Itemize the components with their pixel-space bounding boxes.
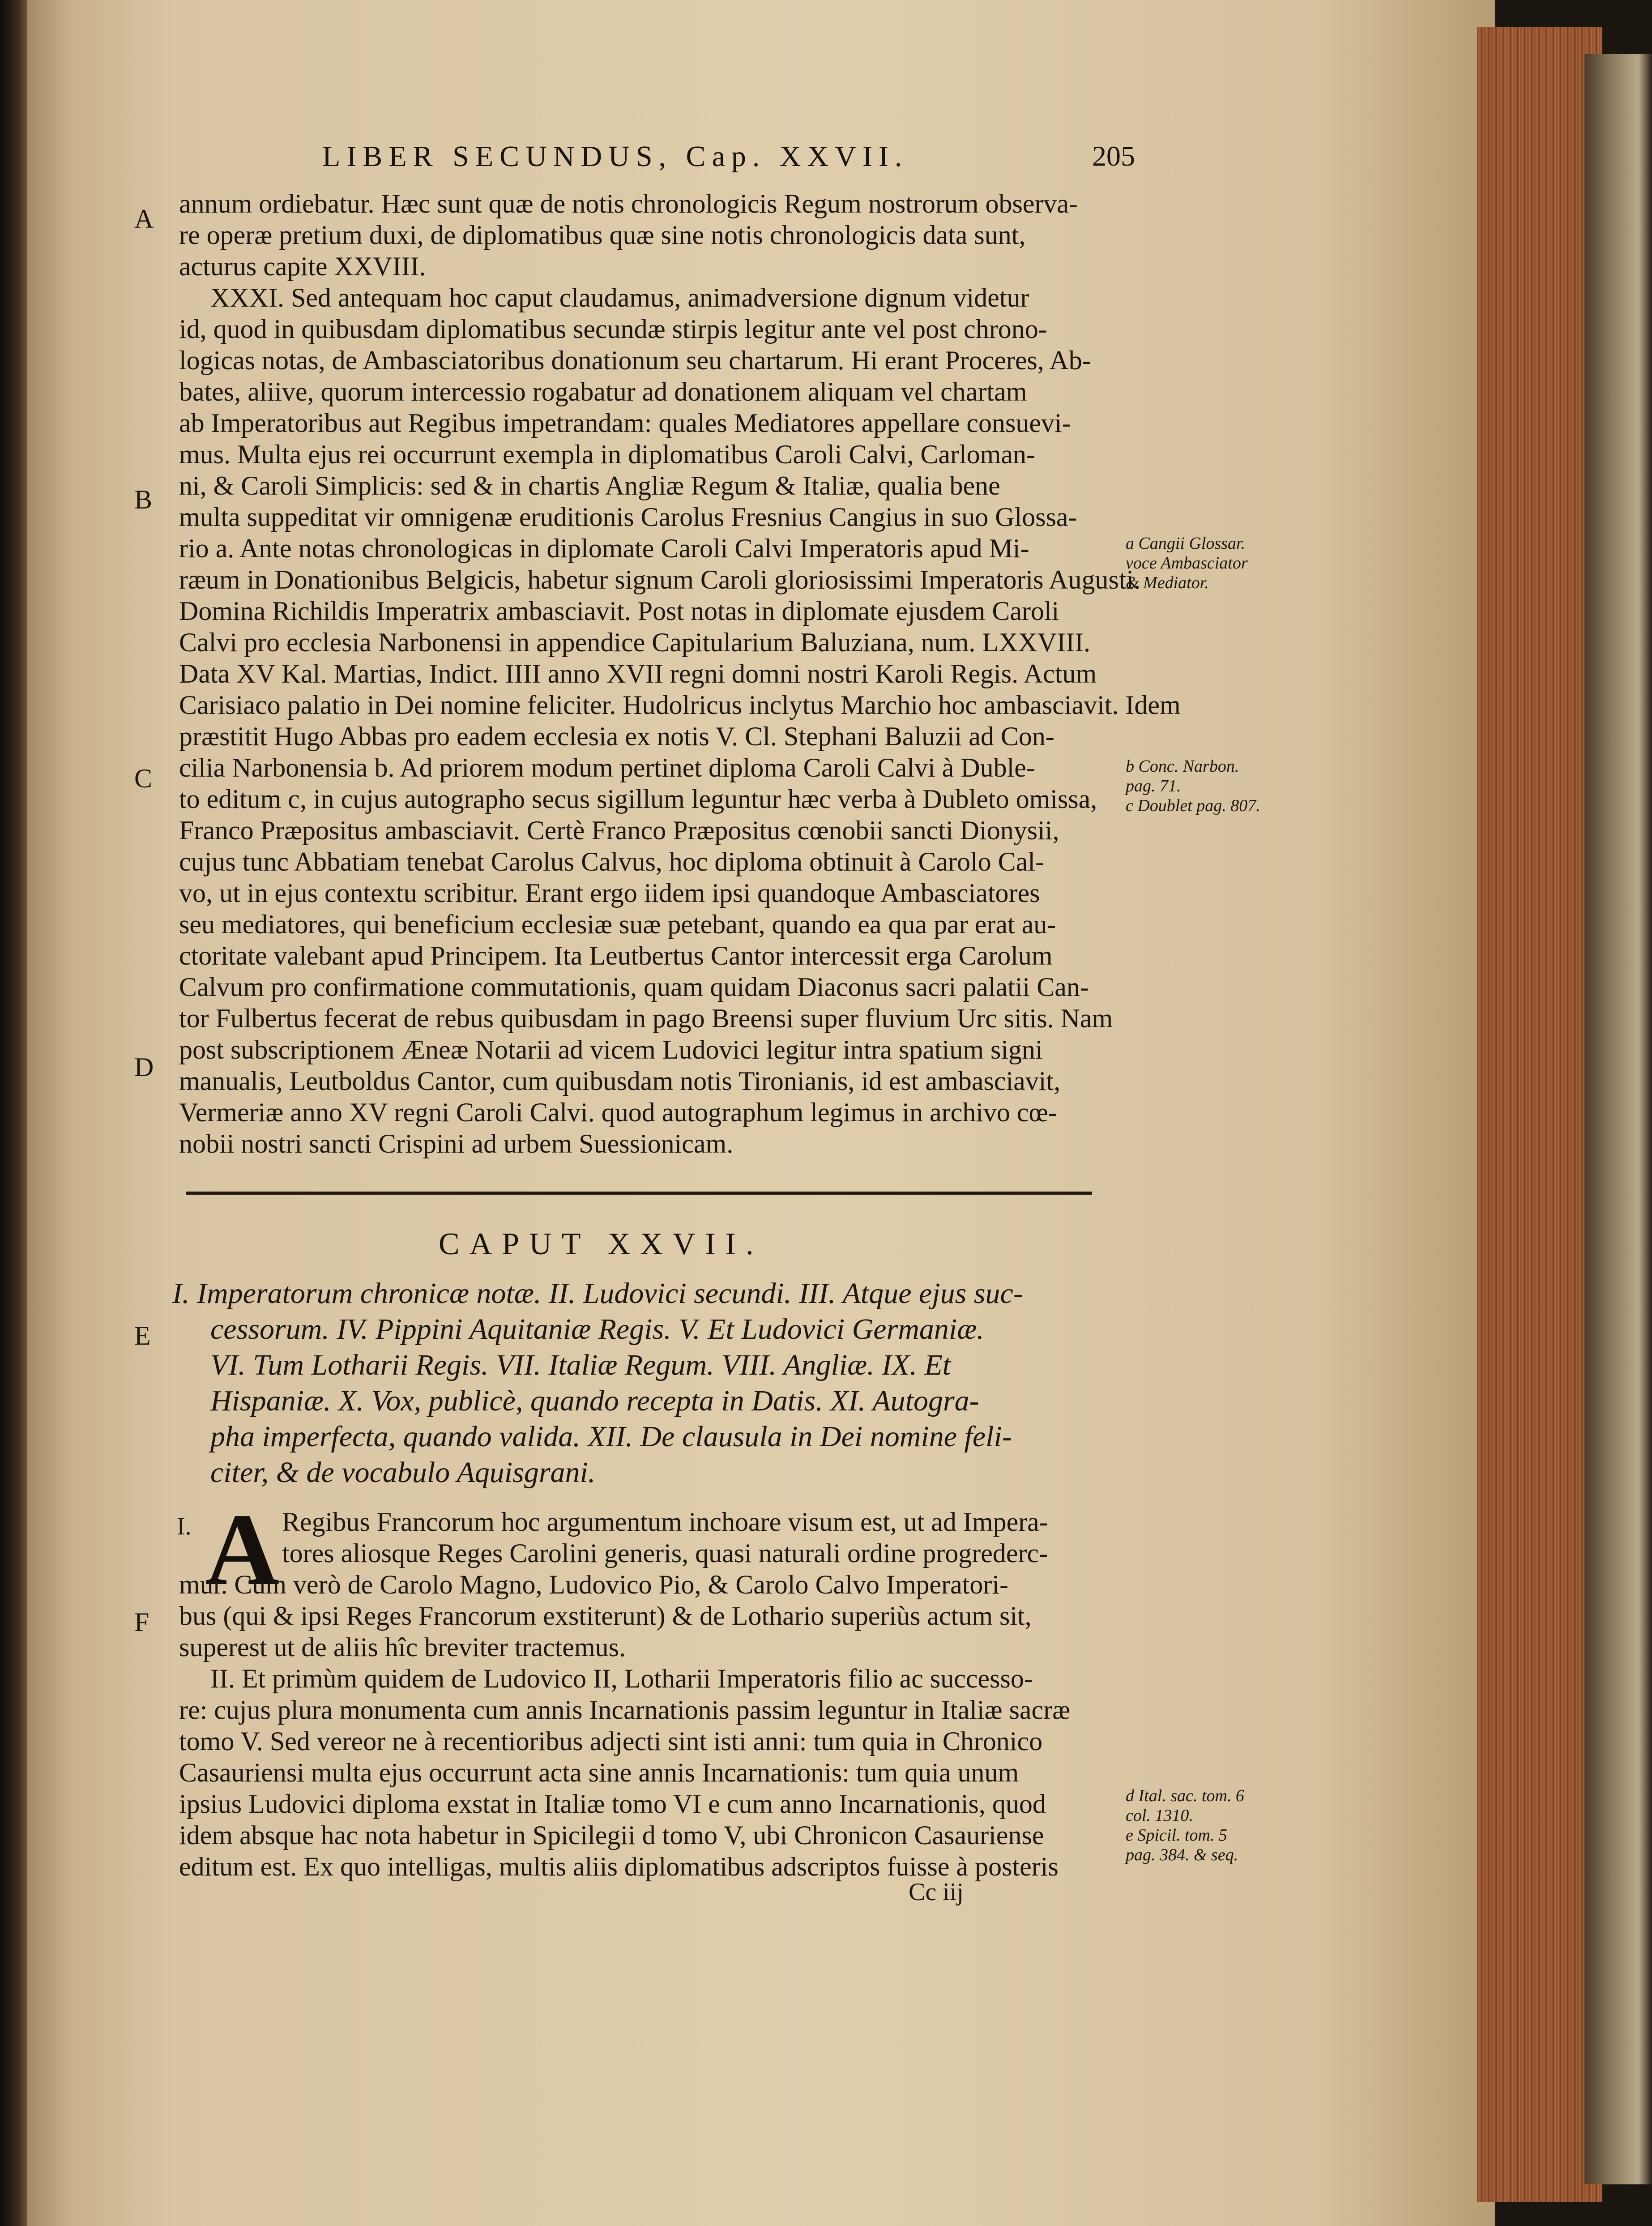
text-line: ab Imperatoribus aut Regibus impetrandam: quales Mediatores appellare consuevi-: [179, 408, 1071, 438]
note-line: e Spicil. tom. 5: [1126, 1826, 1227, 1845]
text-line: Franco Præpositus ambasciavit. Certè Franco Præpositus cœnobii sancti Dionysii,: [179, 816, 1059, 845]
text-line: id, quod in quibusdam diplomatibus secundæ stirpis legitur ante vel post chrono-: [179, 314, 1047, 344]
text-line: cujus tunc Abbatiam tenebat Carolus Calvus, hoc diploma obtinuit à Carolo Cal-: [179, 847, 1044, 876]
text-line: annum ordiebatur. Hæc sunt quæ de notis chronologicis Regum nostrorum observa-: [179, 189, 1078, 218]
text-line: to editum c, in cujus autographo secus sigillum leguntur hæc verba à Dubleto omissa,: [179, 784, 1097, 814]
note-line: a Cangii Glossar.: [1126, 534, 1246, 553]
summary-line: VI. Tum Lotharii Regis. VII. Italiæ Regum. VIII. Angliæ. IX. Et: [210, 1349, 951, 1381]
text-line: Casauriensi multa ejus occurrunt acta sine annis Incarnationis: tum quia unum: [179, 1758, 1019, 1787]
note-line: pag. 71.: [1126, 777, 1181, 795]
text-line: post subscriptionem Æneæ Notarii ad vicem Ludovici legitur intra spatium signi: [179, 1035, 1043, 1064]
summary-line: I. Imperatorum chronicæ notæ. II. Ludovici secundi. III. Atque ejus suc-: [172, 1277, 1023, 1310]
text-line: re operæ pretium duxi, de diplomatibus quæ sine notis chronologicis data sunt,: [179, 220, 1026, 250]
text-line: cilia Narbonensia b. Ad priorem modum pertinet diploma Caroli Calvi à Duble-: [179, 753, 1035, 782]
margin-letter-b: B: [134, 485, 153, 514]
section-rule: [186, 1192, 1092, 1195]
note-line: d Ital. sac. tom. 6: [1126, 1786, 1244, 1805]
note-line: b Conc. Narbon.: [1126, 757, 1239, 776]
margin-letter-d: D: [134, 1052, 154, 1082]
text-line: Domina Richildis Imperatrix ambasciavit. Post notas in diplomate ejusdem Caroli: [179, 596, 1059, 626]
summary-line: Hispaniæ. X. Vox, publicè, quando recepta in Datis. XI. Autogra-: [210, 1384, 979, 1417]
text-line: ni, & Caroli Simplicis: sed & in chartis Angliæ Regum & Italiæ, qualia bene: [179, 471, 1000, 500]
margin-letter-a: A: [134, 204, 154, 234]
text-line: præstitit Hugo Abbas pro eadem ecclesia ex notis V. Cl. Stephani Baluzii ad Con-: [179, 722, 1054, 751]
text-line: logicas notas, de Ambasciatoribus donationum seu chartarum. Hi erant Proceres, Ab-: [179, 346, 1091, 375]
text-line: bates, aliive, quorum intercessio rogabatur ad donationem aliquam vel chartam: [179, 377, 1027, 406]
text-line: re: cujus plura monumenta cum annis Incarnationis passim leguntur in Italiæ sacræ: [179, 1695, 1071, 1725]
section-number-1: I.: [177, 1512, 192, 1540]
book-cover-edge: [1584, 54, 1652, 2184]
text-line: Data XV Kal. Martias, Indict. IIII anno XVII regni domni nostri Karoli Regis. Actum: [179, 659, 1097, 688]
page-block-edges: [1477, 27, 1602, 2202]
note-line: c Doublet pag. 807.: [1126, 796, 1260, 815]
text-line: nobii nostri sancti Crispini ad urbem Suessionicam.: [179, 1129, 734, 1158]
side-note-bc: [1126, 756, 1323, 816]
text-line: ræum in Donationibus Belgicis, habetur signum Caroli gloriosissimi Imperatoris Augusti.: [179, 565, 1141, 594]
text-line: acturus capite XXVIII.: [179, 252, 426, 281]
side-note-de: [1126, 1786, 1323, 1865]
note-line: voce Ambasciator: [1126, 554, 1248, 573]
margin-letter-c: C: [134, 764, 153, 793]
text-line: Regibus Francorum hoc argumentum inchoare visum est, ut ad Impera-: [282, 1507, 1048, 1537]
drop-cap: A: [205, 1492, 280, 1606]
text-line: seu mediatores, qui beneficium ecclesiæ suæ petebant, quando ea qua par erat au-: [179, 910, 1056, 939]
text-line: tomo V. Sed vereor ne à recentioribus adjecti sint isti anni: tum quia in Chronico: [179, 1726, 1043, 1756]
text-line: bus (qui & ipsi Reges Francorum exstiterunt) & de Lothario superiùs actum sit,: [179, 1601, 1032, 1631]
chapter-title: CAPUT XXVII.: [439, 1227, 764, 1261]
note-line: & Mediator.: [1126, 573, 1209, 592]
text-line: Calvum pro confirmatione commutationis, quam quidam Diaconus sacri palatii Can-: [179, 972, 1089, 1002]
margin-letter-e: E: [134, 1321, 151, 1350]
text-line: Carisiaco palatio in Dei nomine feliciter. Hudolricus inclytus Marchio hoc ambasciavit. Idem: [179, 690, 1181, 720]
text-line: mur. Cum verò de Carolo Magno, Ludovico Pio, & Carolo Calvo Imperatori-: [179, 1570, 1009, 1599]
text-line: II. Et primùm quidem de Ludovico II, Lotharii Imperatoris filio ac successo-: [210, 1664, 1033, 1693]
text-line: ctoritate valebant apud Principem. Ita Leutbertus Cantor intercessit erga Carolum: [179, 941, 1053, 970]
text-line: multa suppeditat vir omnigenæ eruditionis Carolus Fresnius Cangius in suo Glossa-: [179, 502, 1077, 532]
text-line: rio a. Ante notas chronologicas in diplomate Caroli Calvi Imperatoris apud Mi-: [179, 534, 1029, 563]
text-line: Calvi pro ecclesia Narbonensi in appendice Capitularium Baluziana, num. LXXVIII.: [179, 628, 1091, 657]
summary-line: citer, & de vocabulo Aquisgrani.: [210, 1456, 596, 1489]
text-line: XXXI. Sed antequam hoc caput claudamus, animadversione dignum videtur: [210, 283, 1029, 312]
facing-page-edge: [0, 0, 27, 2226]
text-line: manualis, Leutboldus Cantor, cum quibusdam notis Tironianis, id est ambasciavit,: [179, 1066, 1061, 1096]
text-line: editum est. Ex quo intelligas, multis aliis diplomatibus adscriptos fuisse à posteris: [179, 1852, 1059, 1881]
note-line: col. 1310.: [1126, 1806, 1193, 1825]
page-number: 205: [1092, 140, 1135, 172]
text-line: tor Fulbertus fecerat de rebus quibusdam in pago Breensi super fluvium Urc sitis. Nam: [179, 1004, 1113, 1033]
text-line: ipsius Ludovici diploma exstat in Italiæ tomo VI e cum anno Incarnationis, quod: [179, 1789, 1046, 1819]
text-line: Vermeriæ anno XV regni Caroli Calvi. quod autographum legimus in archivo cœ-: [179, 1098, 1057, 1127]
text-line: tores aliosque Reges Carolini generis, quasi naturali ordine progrederc-: [282, 1538, 1048, 1568]
running-title: LIBER SECUNDUS, Cap. XXVII.: [322, 140, 909, 173]
signature-mark: Cc iij: [909, 1878, 964, 1906]
note-line: pag. 384. & seq.: [1126, 1846, 1238, 1864]
summary-line: cessorum. IV. Pippini Aquitaniæ Regis. V. Et Ludovici Germaniæ.: [210, 1313, 984, 1346]
text-line: vo, ut in ejus contextu scribitur. Erant ergo iidem ipsi quandoque Ambasciatores: [179, 878, 1040, 908]
margin-letter-f: F: [134, 1607, 149, 1637]
summary-line: pha imperfecta, quando valida. XII. De clausula in Dei nomine feli-: [210, 1420, 1012, 1453]
text-line: superest ut de aliis hîc breviter tractemus.: [179, 1632, 626, 1662]
text-line: mus. Multa ejus rei occurrunt exempla in diplomatibus Caroli Calvi, Carloman-: [179, 440, 1035, 469]
side-note-a: [1126, 534, 1323, 593]
text-line: idem absque hac nota habetur in Spicilegii d tomo V, ubi Chronicon Casauriense: [179, 1820, 1044, 1850]
